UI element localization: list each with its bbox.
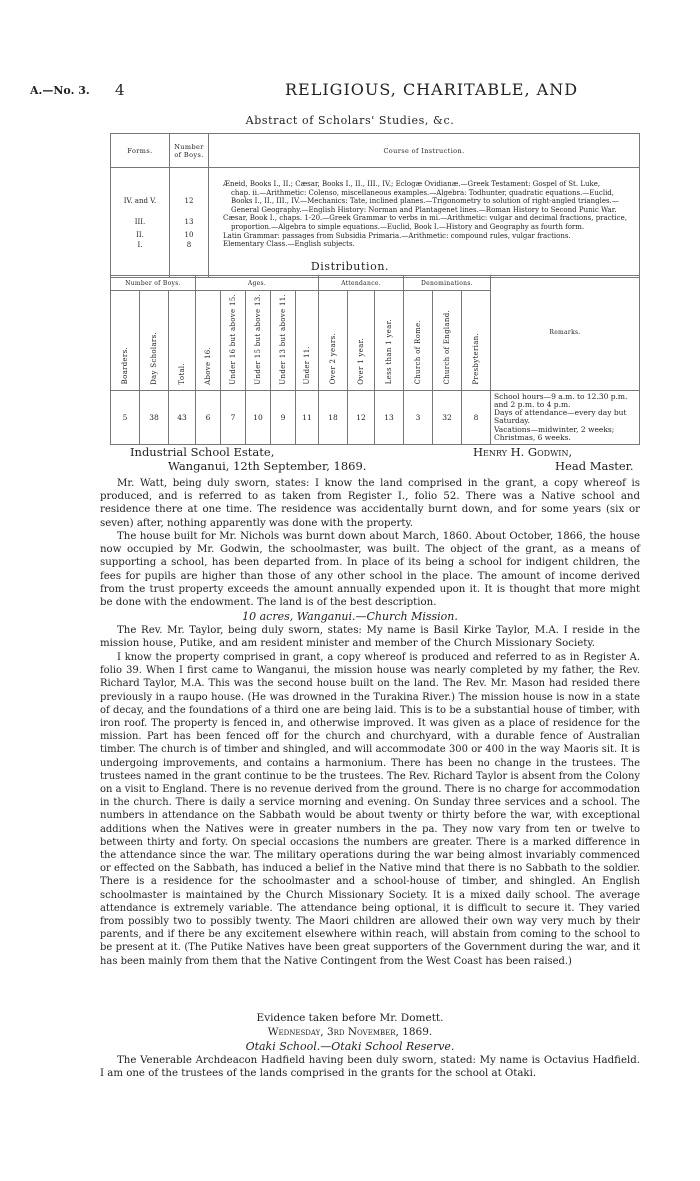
distribution-column-header xyxy=(196,291,221,391)
distribution-value: 5 xyxy=(111,390,140,444)
distribution-column-header xyxy=(246,291,271,391)
distribution-title: Distribution. xyxy=(310,260,390,273)
distribution-value: 6 xyxy=(196,390,221,444)
group-number-of-boys: Number of Boys. xyxy=(111,276,196,291)
group-denominations: Denominations. xyxy=(404,276,491,291)
column-label: Total. xyxy=(178,363,186,385)
distribution-value: 12 xyxy=(348,390,375,444)
boys-count: 8 xyxy=(186,241,192,249)
column-label: Church of England. xyxy=(443,310,451,385)
column-label: Presbyterian. xyxy=(472,333,480,385)
col-forms: Forms. xyxy=(111,134,170,168)
signature-role: Head Master. xyxy=(555,459,634,473)
group-attendance: Attendance. xyxy=(319,276,404,291)
column-label: Boarders. xyxy=(121,347,129,385)
distribution-value: 11 xyxy=(296,390,319,444)
paragraph-property: I know the property comprised in grant, a copy whereof is produced and referred to as in Register A. folio 39. When I first came to Wanganui, the mission house was nearly completed by my father, the Rev. Richard Taylor, M.A. This was the second house built on the land. The Rev. Mr. Mason had resided there previously in a raupo house. (He was drowned in the Turakina River.) The mission house is now in a state of decay, and the foundations of a third one are being laid. This is to be a substantial house of timber, with iron roof. The property is fenced in, and otherwise improved. It was given as a place of residence for the mission. Part has been fenced off for the church and churchyard, with a durable fence of Australian timber. The church is of timber and shingled, and will accommodate 300 or 400 in the way Maoris sit. It is undergoing improvements, and contains a harmonium. There has been no change in the trustees. The trustees named in the grant continue to be the trustees. The Rev. Richard Taylor is absent from the Colony on a visit to England. There is no revenue derived from the ground. There is no charge for accommodation in the church. There is daily a service morning and evening. On Sunday three services and a school. The numbers in attendance on the Sabbath would be about twenty or thirty before the war, with exceptional additions when the Natives were in greater numbers in the pa. They now vary from ten or twelve to between thirty and forty. On special occasions the numbers are greater. There is a marked difference in the attendance since the war. The military operations during the war being almost invariably commenced or effected on the Sabbath, has induced a belief in the Native mind that there is no Sabbath to the soldier. There is a residence for the schoolmaster and a school-house of timber, and shingled. An English schoolmaster is maintained by the Church Missionary Society. It is a mixed daily school. The average attendance is extremely variable. The attendance being optional, it is difficult to secure it. They varied from possibly two to possibly twenty. The Maori children are allowed their own way very much by their parents, and if there be any excitement elsewhere within reach, will abstain from coming to the school to be present at it. (The Putike Natives have been great supporters of the Government during the war, and it has been mainly from them that the Native Contingent from the West Coast has been raised.) xyxy=(100,652,640,967)
running-title: RELIGIOUS, CHARITABLE, AND xyxy=(285,80,579,99)
col-course: Course of Instruction. xyxy=(209,134,640,168)
remarks-line: Days of attendance—every day but Saturday. xyxy=(494,408,627,426)
distribution-column-header xyxy=(404,291,433,391)
column-label: Over 2 years. xyxy=(329,333,337,385)
paragraph-taylor: The Rev. Mr. Taylor, being duly sworn, states: My name is Basil Kirke Taylor, M.A. I reside in the mission house, Putike, and am resident minister and member of the Church Missionary Society. xyxy=(100,625,640,650)
course-line: Books I., II., III., IV.—Mechanics: Tate, inclined planes.—Trigonometry to solution of right-angled triangles.— xyxy=(231,197,619,206)
distribution-column-header xyxy=(462,291,491,391)
course-line: Æneid, Books I., II.; Cæsar, Books I., II., III., IV.; Eclogæ Ovidianæ.—Greek Testament: Gospel of St. Luke, xyxy=(223,180,601,188)
distribution-column-header xyxy=(348,291,375,391)
abstract-table xyxy=(110,133,640,278)
distribution-column-header xyxy=(296,291,319,391)
remarks-line: School hours—9 a.m. to 12.30 p.m. and 2 p.m. to 4 p.m. xyxy=(494,391,628,409)
signature-place: Industrial School Estate, xyxy=(130,445,275,459)
col-remarks: Remarks. xyxy=(491,276,640,391)
remarks-line: Vacations—midwinter, 2 weeks; Christmas, 6 weeks. xyxy=(494,424,615,442)
paragraph-house: The house built for Mr. Nichols was burnt down about March, 1860. About October, 1866, the house now occupied by Mr. Godwin, the schoolmaster, was built. The object of the grant, as a means of supporting a school, has been departed from. In place of its being a school for indigent children, the fees for pupils are higher than those of any other school in the place. The amount of income derived from the trust property exceeds the amount annually expended upon it. It is thought that more might be done with the endowment. The land is of the best description. xyxy=(100,531,640,609)
column-label: Under 15 but above 13. xyxy=(254,294,262,385)
form-label: II. xyxy=(136,231,144,239)
remarks-cell xyxy=(491,390,640,444)
paragraph-hadfield: The Venerable Archdeacon Hadfield having been duly sworn, stated: My name is Octavius Hadfield. I am one of the trustees of the lands comprised in the grants for the school at Otaki. xyxy=(100,1055,640,1080)
distribution-table xyxy=(110,275,640,445)
course-line: Elementary Class.—English subjects. xyxy=(223,240,355,249)
distribution-column-header xyxy=(319,291,348,391)
evidence-date: Wednesday, 3rd November, 1869. xyxy=(267,1026,433,1038)
column-label: Under 16 but above 15. xyxy=(229,294,237,385)
distribution-value: 7 xyxy=(221,390,246,444)
group-ages: Ages. xyxy=(196,276,319,291)
course-line: Cæsar, Book I., chaps. 1-20.—Greek Grammar to verbs in mi.—Arithmetic: vulgar and decimal fractions, practice, xyxy=(223,214,627,223)
distribution-column-header xyxy=(271,291,296,391)
abstract-title: Abstract of Scholars' Studies, &c. xyxy=(245,114,455,127)
form-label: III. xyxy=(134,218,146,226)
course-line: chap. ii.—Arithmetic: Colenso, miscellaneous examples.—Algebra: Todhunter, quadratic equations.—Euclid, xyxy=(231,188,615,197)
distribution-value: 10 xyxy=(246,390,271,444)
distribution-value: 3 xyxy=(404,390,433,444)
course-line: General Geography.—English History: Norman and Plantagenet lines.—Roman History to Second Punic War. xyxy=(231,205,617,214)
signature-date: Wanganui, 12th September, 1869. xyxy=(168,459,367,473)
distribution-column-header xyxy=(375,291,404,391)
distribution-column-header xyxy=(169,291,196,391)
evidence-heading: Evidence taken before Mr. Domett. xyxy=(256,1012,444,1024)
distribution-value: 8 xyxy=(462,390,491,444)
column-label: Under 13 but above 11. xyxy=(279,294,287,385)
column-label: Day Scholars. xyxy=(150,331,158,385)
distribution-value: 9 xyxy=(271,390,296,444)
distribution-value: 43 xyxy=(169,390,196,444)
signature-name: Henry H. Godwin, xyxy=(473,445,573,459)
page-number: 4 xyxy=(115,81,125,99)
form-label: IV. and V. xyxy=(123,197,157,205)
column-label: Church of Rome. xyxy=(414,320,422,385)
course-line: Latin Grammar: passages from Subsidia Primaria.—Arithmetic: compound rules, vulgar fractions. xyxy=(223,231,571,240)
column-label: Over 1 year. xyxy=(357,337,365,385)
boys-count: 10 xyxy=(184,231,194,239)
distribution-value: 13 xyxy=(375,390,404,444)
column-label: Less than 1 year. xyxy=(385,319,393,385)
course-line: proportion.—Algebra to simple equations.—Euclid, Book I.—History and Geography as fourth form. xyxy=(231,222,585,231)
boys-count: 12 xyxy=(184,197,194,205)
column-label: Under 11. xyxy=(303,346,311,385)
distribution-value: 38 xyxy=(140,390,169,444)
document-id: A.—No. 3. xyxy=(30,84,90,97)
distribution-column-header xyxy=(433,291,462,391)
running-head xyxy=(30,80,670,108)
distribution-value: 18 xyxy=(319,390,348,444)
distribution-column-header xyxy=(221,291,246,391)
heading-otaki: Otaki School.—Otaki School Reserve. xyxy=(245,1040,455,1053)
column-label: Above 16. xyxy=(204,346,212,385)
form-label: I. xyxy=(137,241,143,249)
distribution-column-header xyxy=(140,291,169,391)
distribution-column-header xyxy=(111,291,140,391)
col-boys: Number of Boys. xyxy=(170,134,209,168)
paragraph-watt: Mr. Watt, being duly sworn, states: I know the land comprised in the grant, a copy whereof is produced, and is referred to as taken from Register I., folio 52. There was a Native school and residence there at one time. The residence was accidentally burnt down, and for some years (six or seven) after, nothing apparently was done with the property. xyxy=(100,478,640,529)
heading-church-mission: 10 acres, Wanganui.—Church Mission. xyxy=(242,610,458,623)
boys-count: 13 xyxy=(184,218,194,226)
distribution-value: 32 xyxy=(433,390,462,444)
